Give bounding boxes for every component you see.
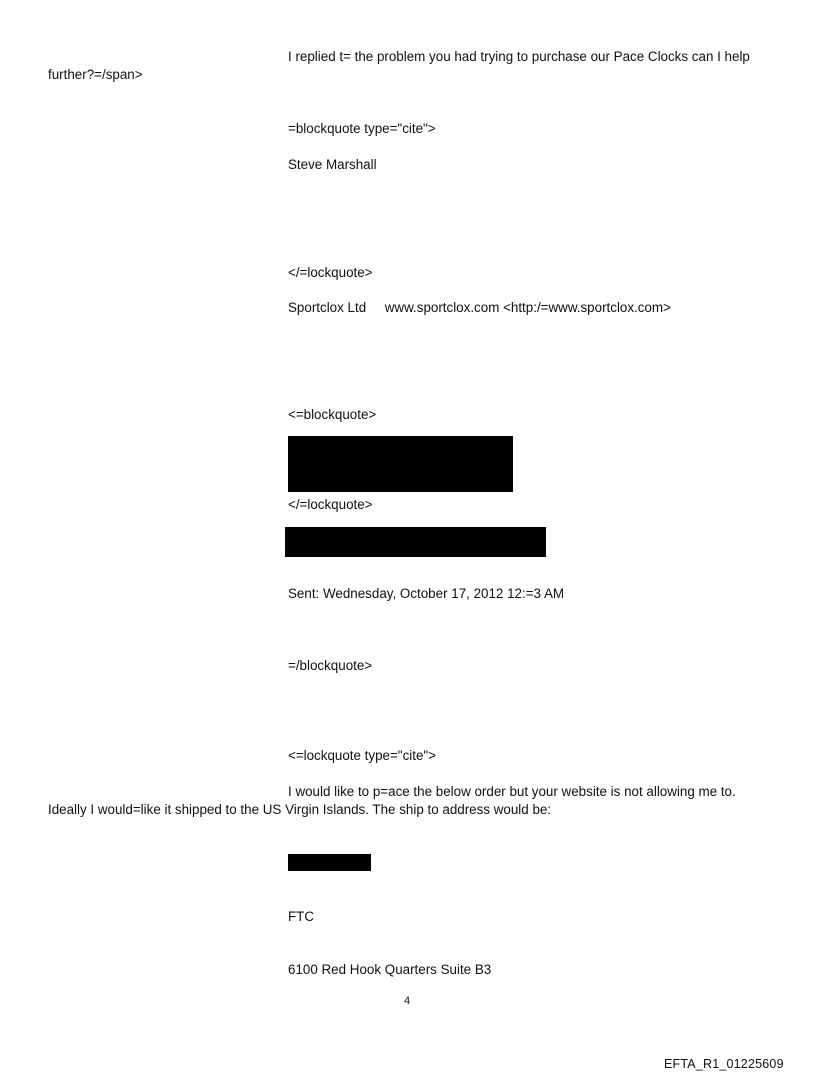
- redaction-block: [285, 527, 546, 557]
- address-line: FTC: [288, 909, 315, 924]
- sent-line: Sent: Wednesday, October 17, 2012 12:=3 AM: [288, 586, 565, 601]
- blockquote-tag: =blockquote type="cite">: [288, 121, 436, 136]
- blockquote-tag: </=lockquote>: [288, 265, 373, 280]
- body-line: further?=/span>: [48, 67, 143, 82]
- body-line: I replied t= the problem you had trying to purchase our Pace Clocks can I help: [288, 49, 750, 64]
- blockquote-tag: =/blockquote>: [288, 658, 373, 673]
- document-id: EFTA_R1_01225609: [664, 1057, 784, 1071]
- blockquote-tag: </=lockquote>: [288, 497, 373, 512]
- address-line: 6100 Red Hook Quarters Suite B3: [288, 962, 492, 977]
- company-line: Sportclox Ltd www.sportclox.com <http:/=www.sportclox.com>: [288, 300, 671, 315]
- body-line: I would like to p=ace the below order but your website is not allowing me to.: [288, 784, 736, 799]
- body-line: Ideally I would=like it shipped to the US Virgin Islands. The ship to address would be:: [48, 802, 552, 817]
- redaction-block: [288, 436, 513, 492]
- blockquote-tag: <=lockquote type="cite">: [288, 748, 436, 763]
- sender-name: Steve Marshall: [288, 157, 377, 172]
- redaction-block: [288, 854, 371, 871]
- blockquote-tag: <=blockquote>: [288, 407, 377, 422]
- page-number: 4: [404, 995, 411, 1007]
